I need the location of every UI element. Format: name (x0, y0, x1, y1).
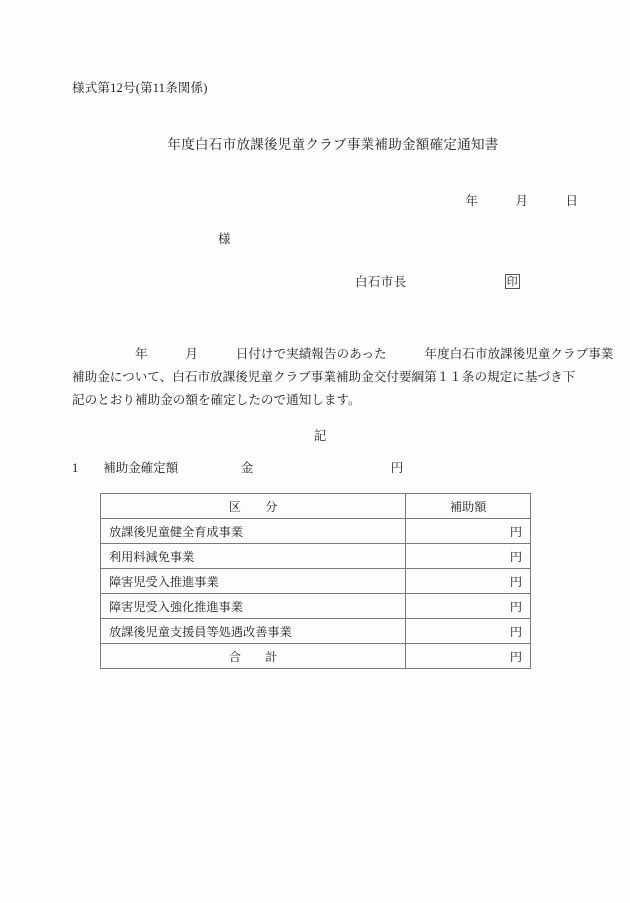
addressee-label: 様 (218, 232, 231, 246)
body-line-1: 年 月 日付けで実績報告のあった 年度白石市放課後児童クラブ事業 (72, 347, 614, 361)
issuer-line (355, 272, 520, 290)
cell-category: 利用料減免事業 (101, 544, 406, 569)
date-line: 年 月 日 (465, 194, 578, 208)
column-header-category: 区 分 (101, 494, 406, 519)
table-row (101, 519, 531, 544)
ki-marker: 記 (313, 429, 327, 443)
form-number: 様式第12号(第11条関係) (72, 81, 208, 95)
cell-amount: 円 (406, 594, 531, 619)
cell-category: 障害児受入強化推進事業 (101, 594, 406, 619)
cell-amount: 円 (406, 569, 531, 594)
cell-total-amount: 円 (406, 644, 531, 669)
cell-amount: 円 (406, 619, 531, 644)
column-header-amount: 補助額 (406, 494, 531, 519)
table-row (101, 594, 531, 619)
table-row (101, 619, 531, 644)
page-title: 年度白石市放課後児童クラブ事業補助金額確定通知書 (167, 137, 499, 152)
body-line-3: 記のとおり補助金の額を確定したので通知します。 (72, 393, 361, 407)
subsidy-amount-table (100, 493, 531, 669)
cell-category: 障害児受入推進事業 (101, 569, 406, 594)
seal-stamp-icon: 印 (506, 275, 518, 288)
cell-category: 放課後児童健全育成事業 (101, 519, 406, 544)
table-row (101, 569, 531, 594)
cell-category: 放課後児童支援員等処遇改善事業 (101, 619, 406, 644)
issuer-name: 白石市長 (355, 275, 407, 289)
table-header-row (101, 494, 531, 519)
table-body (101, 519, 531, 669)
table-total-row (101, 644, 531, 669)
confirmed-amount-line: 1 補助金確定額 金 円 (72, 461, 404, 475)
body-line-2: 補助金について、白石市放課後児童クラブ事業補助金交付要綱第１１条の規定に基づき下 (72, 370, 576, 384)
cell-amount: 円 (406, 544, 531, 569)
table-header (101, 494, 531, 519)
cell-amount: 円 (406, 519, 531, 544)
body-paragraph (72, 343, 614, 412)
table-row (101, 544, 531, 569)
cell-total-label: 合 計 (101, 644, 406, 669)
